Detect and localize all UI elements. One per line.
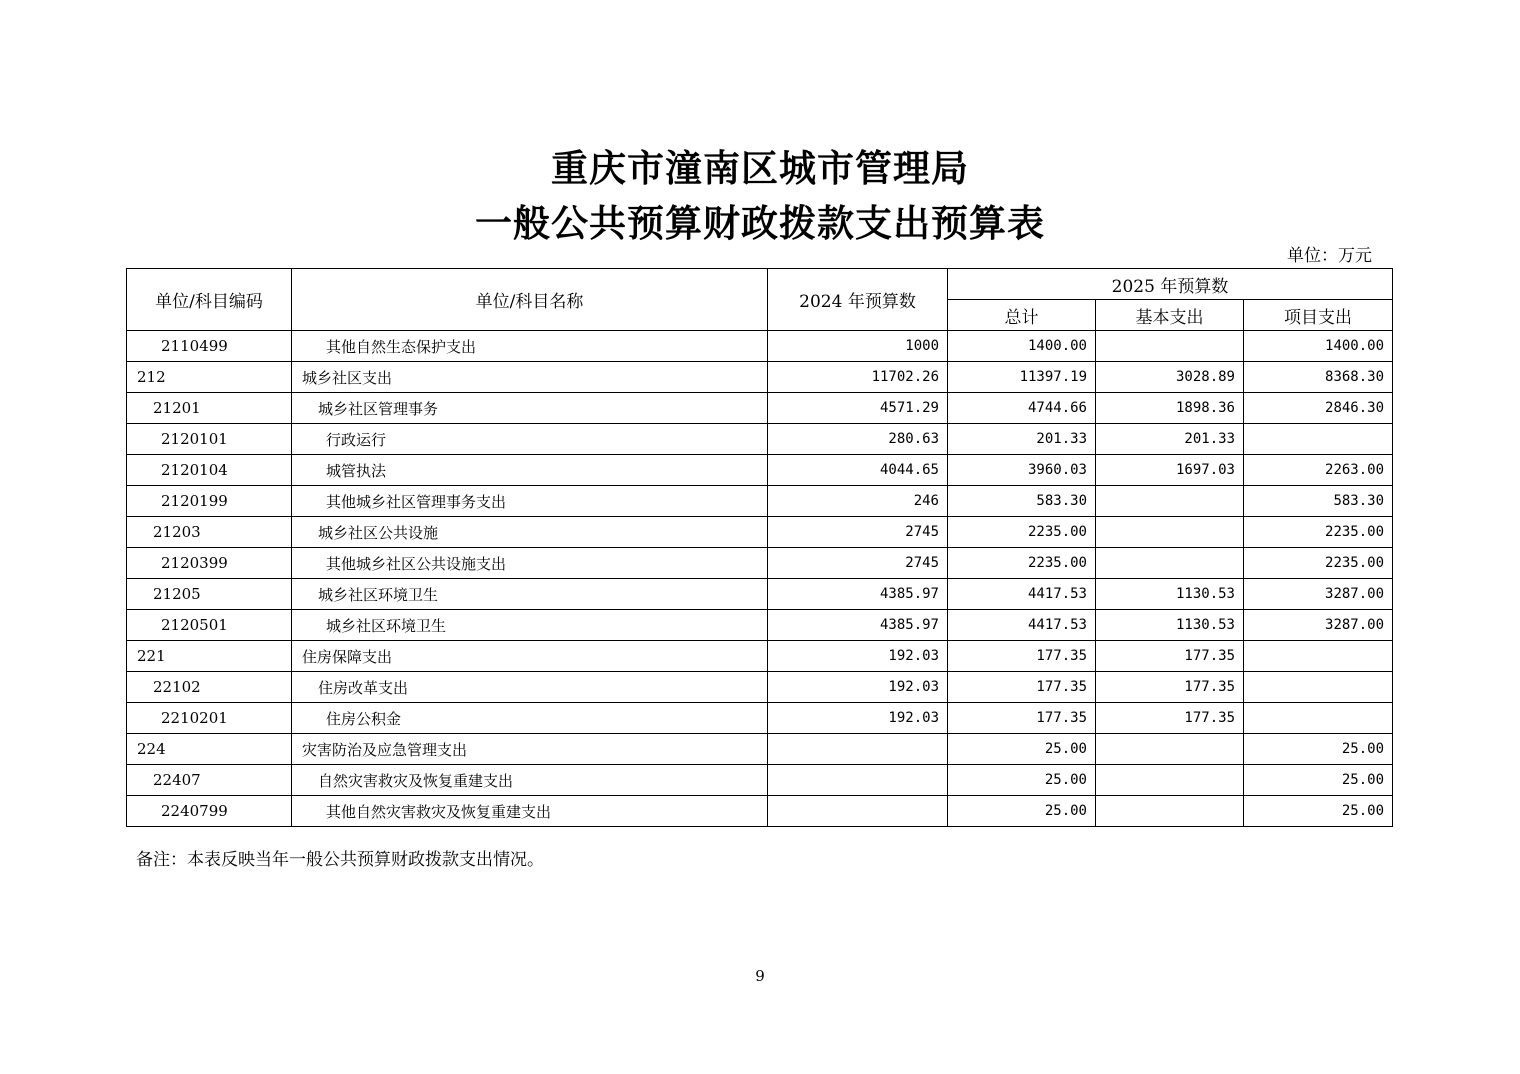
table-row: [127, 331, 1393, 362]
cell-2024: 246: [768, 486, 948, 517]
cell-basic: 177.35: [1096, 703, 1244, 734]
cell-2024: 4385.97: [768, 610, 948, 641]
table-row: [127, 579, 1393, 610]
title-line-1: 重庆市潼南区城市管理局: [551, 146, 969, 190]
cell-name: 自然灾害救灾及恢复重建支出: [292, 765, 768, 796]
cell-code: 2120101: [127, 424, 292, 455]
header-name: 单位/科目名称: [292, 269, 768, 331]
cell-project: 2235.00: [1244, 548, 1393, 579]
header-code: 单位/科目编码: [127, 269, 292, 331]
table-row: [127, 548, 1393, 579]
cell-basic: 1697.03: [1096, 455, 1244, 486]
cell-project: 8368.30: [1244, 362, 1393, 393]
header-basic: 基本支出: [1096, 300, 1244, 331]
cell-basic: [1096, 796, 1244, 827]
cell-total: 25.00: [948, 796, 1096, 827]
cell-name: 灾害防治及应急管理支出: [292, 734, 768, 765]
cell-project: 1400.00: [1244, 331, 1393, 362]
cell-project: 2263.00: [1244, 455, 1393, 486]
cell-name: 住房改革支出: [292, 672, 768, 703]
table-body: [127, 331, 1393, 827]
cell-basic: [1096, 331, 1244, 362]
cell-project: 2235.00: [1244, 517, 1393, 548]
cell-basic: [1096, 548, 1244, 579]
cell-basic: [1096, 486, 1244, 517]
table-row: [127, 703, 1393, 734]
cell-basic: 1898.36: [1096, 393, 1244, 424]
budget-table: [126, 268, 1393, 827]
cell-total: 1400.00: [948, 331, 1096, 362]
cell-basic: 177.35: [1096, 641, 1244, 672]
cell-code: 21203: [127, 517, 292, 548]
cell-total: 25.00: [948, 734, 1096, 765]
cell-code: 224: [127, 734, 292, 765]
header-2025: 2025 年预算数: [948, 269, 1393, 300]
cell-total: 177.35: [948, 672, 1096, 703]
cell-name: 城乡社区管理事务: [292, 393, 768, 424]
cell-total: 4417.53: [948, 610, 1096, 641]
cell-total: 177.35: [948, 641, 1096, 672]
cell-basic: [1096, 765, 1244, 796]
cell-total: 2235.00: [948, 548, 1096, 579]
cell-project: [1244, 424, 1393, 455]
header-2024: 2024 年预算数: [768, 269, 948, 331]
cell-code: 22102: [127, 672, 292, 703]
header-total: 总计: [948, 300, 1096, 331]
cell-name: 其他城乡社区管理事务支出: [292, 486, 768, 517]
table-row: [127, 486, 1393, 517]
cell-project: 3287.00: [1244, 579, 1393, 610]
cell-name: 城管执法: [292, 455, 768, 486]
cell-name: 城乡社区环境卫生: [292, 579, 768, 610]
cell-total: 11397.19: [948, 362, 1096, 393]
cell-name: 其他自然生态保护支出: [292, 331, 768, 362]
table-row: [127, 610, 1393, 641]
unit-label: 单位：万元: [1287, 246, 1372, 266]
cell-total: 3960.03: [948, 455, 1096, 486]
cell-2024: 2745: [768, 517, 948, 548]
cell-project: 2846.30: [1244, 393, 1393, 424]
cell-2024: 4044.65: [768, 455, 948, 486]
cell-total: 583.30: [948, 486, 1096, 517]
cell-basic: [1096, 517, 1244, 548]
table-row: [127, 734, 1393, 765]
cell-code: 212: [127, 362, 292, 393]
table-row: [127, 517, 1393, 548]
cell-2024: 192.03: [768, 703, 948, 734]
table-row: [127, 362, 1393, 393]
table-row: [127, 455, 1393, 486]
cell-2024: 11702.26: [768, 362, 948, 393]
cell-basic: 201.33: [1096, 424, 1244, 455]
cell-basic: 1130.53: [1096, 610, 1244, 641]
cell-project: 25.00: [1244, 796, 1393, 827]
cell-project: [1244, 672, 1393, 703]
title-line-2: 一般公共预算财政拨款支出预算表: [475, 201, 1045, 245]
cell-total: 4744.66: [948, 393, 1096, 424]
cell-2024: [768, 796, 948, 827]
cell-code: 2120399: [127, 548, 292, 579]
table-row: [127, 765, 1393, 796]
cell-2024: 280.63: [768, 424, 948, 455]
cell-project: 583.30: [1244, 486, 1393, 517]
cell-2024: 4571.29: [768, 393, 948, 424]
cell-code: 2210201: [127, 703, 292, 734]
cell-total: 25.00: [948, 765, 1096, 796]
footnote: 备注：本表反映当年一般公共预算财政拨款支出情况。: [136, 850, 544, 870]
cell-basic: 177.35: [1096, 672, 1244, 703]
table-row: [127, 641, 1393, 672]
cell-2024: [768, 734, 948, 765]
table-row: [127, 796, 1393, 827]
cell-name: 住房保障支出: [292, 641, 768, 672]
cell-code: 2120104: [127, 455, 292, 486]
cell-total: 177.35: [948, 703, 1096, 734]
cell-total: 4417.53: [948, 579, 1096, 610]
cell-2024: 1000: [768, 331, 948, 362]
cell-2024: 192.03: [768, 641, 948, 672]
header-project: 项目支出: [1244, 300, 1393, 331]
cell-project: 25.00: [1244, 765, 1393, 796]
cell-2024: 2745: [768, 548, 948, 579]
cell-project: 3287.00: [1244, 610, 1393, 641]
cell-2024: 4385.97: [768, 579, 948, 610]
cell-name: 城乡社区公共设施: [292, 517, 768, 548]
cell-name: 住房公积金: [292, 703, 768, 734]
cell-code: 2120199: [127, 486, 292, 517]
cell-code: 21205: [127, 579, 292, 610]
cell-basic: [1096, 734, 1244, 765]
cell-name: 城乡社区环境卫生: [292, 610, 768, 641]
cell-2024: 192.03: [768, 672, 948, 703]
cell-project: [1244, 703, 1393, 734]
cell-name: 行政运行: [292, 424, 768, 455]
cell-project: [1244, 641, 1393, 672]
cell-code: 221: [127, 641, 292, 672]
cell-name: 其他城乡社区公共设施支出: [292, 548, 768, 579]
table-row: [127, 393, 1393, 424]
cell-project: 25.00: [1244, 734, 1393, 765]
cell-basic: 1130.53: [1096, 579, 1244, 610]
page-number: 9: [755, 967, 765, 985]
table-row: [127, 424, 1393, 455]
cell-total: 201.33: [948, 424, 1096, 455]
cell-code: 2110499: [127, 331, 292, 362]
cell-2024: [768, 765, 948, 796]
cell-name: 其他自然灾害救灾及恢复重建支出: [292, 796, 768, 827]
cell-name: 城乡社区支出: [292, 362, 768, 393]
cell-code: 22407: [127, 765, 292, 796]
cell-code: 2120501: [127, 610, 292, 641]
cell-code: 21201: [127, 393, 292, 424]
cell-code: 2240799: [127, 796, 292, 827]
cell-basic: 3028.89: [1096, 362, 1244, 393]
cell-total: 2235.00: [948, 517, 1096, 548]
table-row: [127, 672, 1393, 703]
